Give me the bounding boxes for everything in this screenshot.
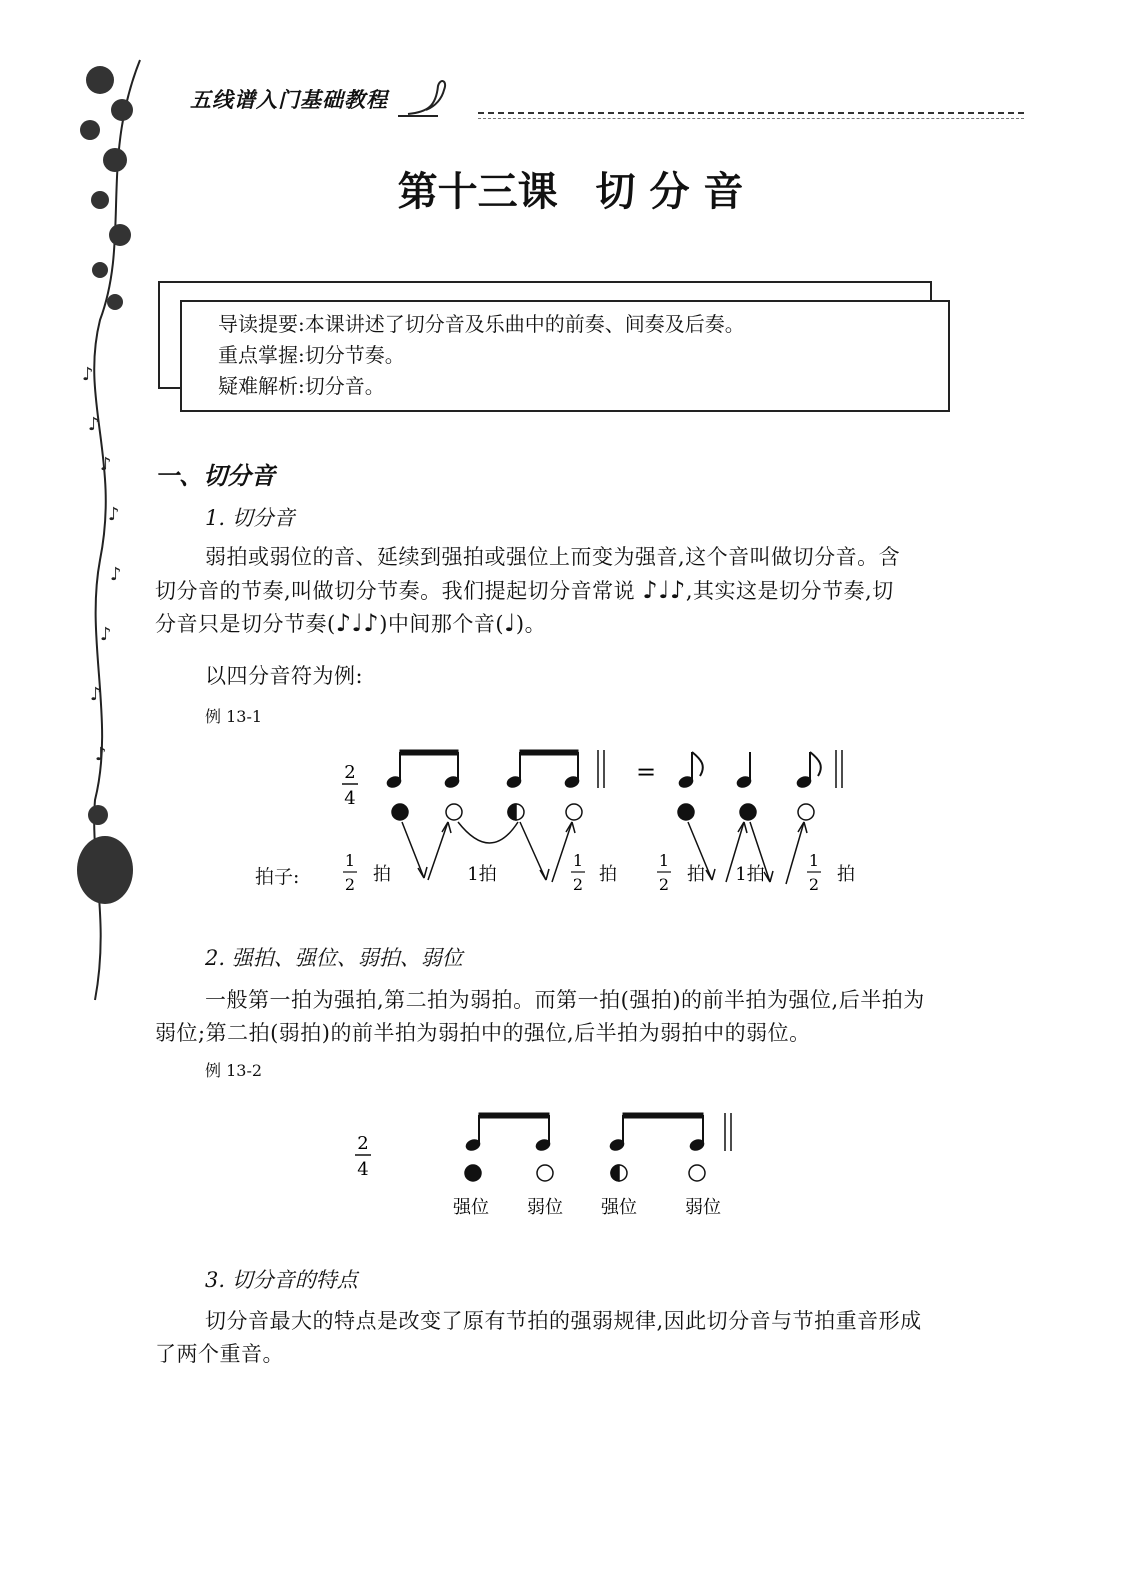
svg-text:拍: 拍 (599, 864, 617, 885)
svg-text:2: 2 (344, 875, 356, 894)
svg-text:2: 2 (357, 1133, 369, 1154)
position-label: 强位 (601, 1197, 637, 1218)
svg-text:1: 1 (344, 851, 356, 870)
eighth-note-icon: ♪ (642, 576, 659, 604)
lesson-number: 第十三课 (397, 169, 558, 215)
svg-text:1: 1 (808, 851, 820, 870)
paragraph-line: 弱位;第二拍(弱拍)的前半拍为弱拍中的强位,后半拍为弱拍中的弱位。 (155, 1021, 811, 1045)
eighth-note-icon: ♪ (363, 609, 380, 637)
svg-text:♪: ♪ (108, 504, 120, 525)
beamed-eighth-pair (609, 1113, 706, 1152)
svg-text:♪: ♪ (100, 624, 112, 645)
svg-text:1: 1 (572, 851, 584, 870)
double-barline (598, 750, 604, 788)
subsection-heading-2: 2. 强拍、强位、弱拍、弱位 (205, 946, 463, 970)
beat-strength-circles (465, 1165, 705, 1181)
svg-text:♪: ♪ (88, 414, 100, 435)
equals-sign: = (635, 758, 657, 786)
time-sig-bottom: 4 (344, 788, 356, 809)
svg-text:2: 2 (658, 875, 670, 894)
quarter-note-icon: ♩ (658, 576, 671, 604)
quarter-note-icon: ♩ (351, 609, 364, 637)
svg-text:拍: 拍 (687, 864, 705, 885)
guide-difficulty: 疑难解析:切分音。 (218, 374, 385, 398)
svg-text:1: 1 (658, 851, 670, 870)
example-label: 例 13-2 (205, 1061, 263, 1080)
time-sig-top: 2 (344, 762, 356, 783)
paragraph-line: 一般第一拍为强拍,第二拍为弱拍。而第一拍(强拍)的前半拍为强位,后半拍为 (205, 988, 925, 1012)
position-label: 弱位 (685, 1197, 721, 1218)
paragraph-line: 分音只是切分节奏(♪♩♪)中间那个音(♩)。 (155, 609, 547, 637)
svg-text:4: 4 (357, 1159, 369, 1180)
lesson-title (0, 160, 1141, 217)
svg-text:2: 2 (808, 875, 820, 894)
paragraph-line: 了两个重音。 (155, 1342, 284, 1366)
half-beat-fraction (343, 851, 357, 894)
svg-text:♪: ♪ (110, 564, 122, 585)
eighth-note-icon: ♪ (335, 609, 352, 637)
rhythm-example-13-2 (345, 1105, 765, 1225)
guide-summary: 导读提要:本课讲述了切分音及乐曲中的前奏、间奏及后奏。 (218, 312, 745, 336)
subsection-heading-1: 1. 切分音 (205, 506, 295, 530)
svg-text:2: 2 (572, 875, 584, 894)
beat-label: 拍子: (255, 866, 300, 888)
one-beat-label: 1拍 (735, 864, 765, 885)
svg-text:♪: ♪ (82, 364, 94, 385)
book-title: 五线谱入门基础教程 (190, 87, 388, 112)
position-label: 强位 (453, 1197, 489, 1218)
beamed-eighth-pair (465, 1113, 552, 1152)
time-signature (342, 762, 358, 809)
beat-fractions (330, 848, 870, 898)
double-barline (836, 750, 842, 788)
svg-text:♪: ♪ (100, 454, 112, 475)
subsection-heading-3: 3. 切分音的特点 (205, 1268, 358, 1292)
example-intro: 以四分音符为例: (205, 664, 364, 688)
beat-strength-circles (392, 804, 814, 820)
svg-text:♪: ♪ (90, 684, 102, 705)
header-rule (478, 112, 1024, 114)
beamed-eighth-pair (386, 750, 461, 789)
svg-text:拍: 拍 (373, 864, 391, 885)
lesson-topic: 切 分 音 (595, 169, 744, 215)
svg-text:拍: 拍 (837, 864, 855, 885)
position-label: 弱位 (527, 1197, 563, 1218)
guide-box (180, 300, 950, 412)
eighth-note-icon: ♪ (670, 576, 686, 604)
guide-key-point: 重点掌握:切分节奏。 (218, 343, 405, 367)
quarter-note-icon: ♩ (504, 609, 516, 637)
scroll-banner-icon (398, 76, 450, 118)
section-heading: 一、切分音 (155, 461, 275, 490)
paragraph-line: 切分音的节奏,叫做切分节奏。我们提起切分音常说 ♪♩♪,其实这是切分节奏,切 (155, 576, 894, 604)
half-beat-fraction (657, 851, 671, 894)
half-beat-fraction (571, 851, 585, 894)
example-label: 例 13-1 (205, 707, 263, 726)
beamed-eighth-pair (506, 750, 581, 789)
half-beat-fraction (807, 851, 821, 894)
paragraph-line: 切分音最大的特点是改变了原有节拍的强弱规律,因此切分音与节拍重音形成 (205, 1309, 922, 1333)
one-beat-label: 1拍 (467, 864, 497, 885)
time-signature (355, 1133, 371, 1180)
paragraph-line: 弱拍或弱位的音、延续到强拍或强位上而变为强音,这个音叫做切分音。含 (205, 545, 901, 569)
header-rule-secondary (478, 118, 1024, 119)
double-barline (725, 1113, 731, 1151)
svg-text:♪: ♪ (95, 744, 107, 765)
syncopated-rhythm (678, 752, 821, 789)
